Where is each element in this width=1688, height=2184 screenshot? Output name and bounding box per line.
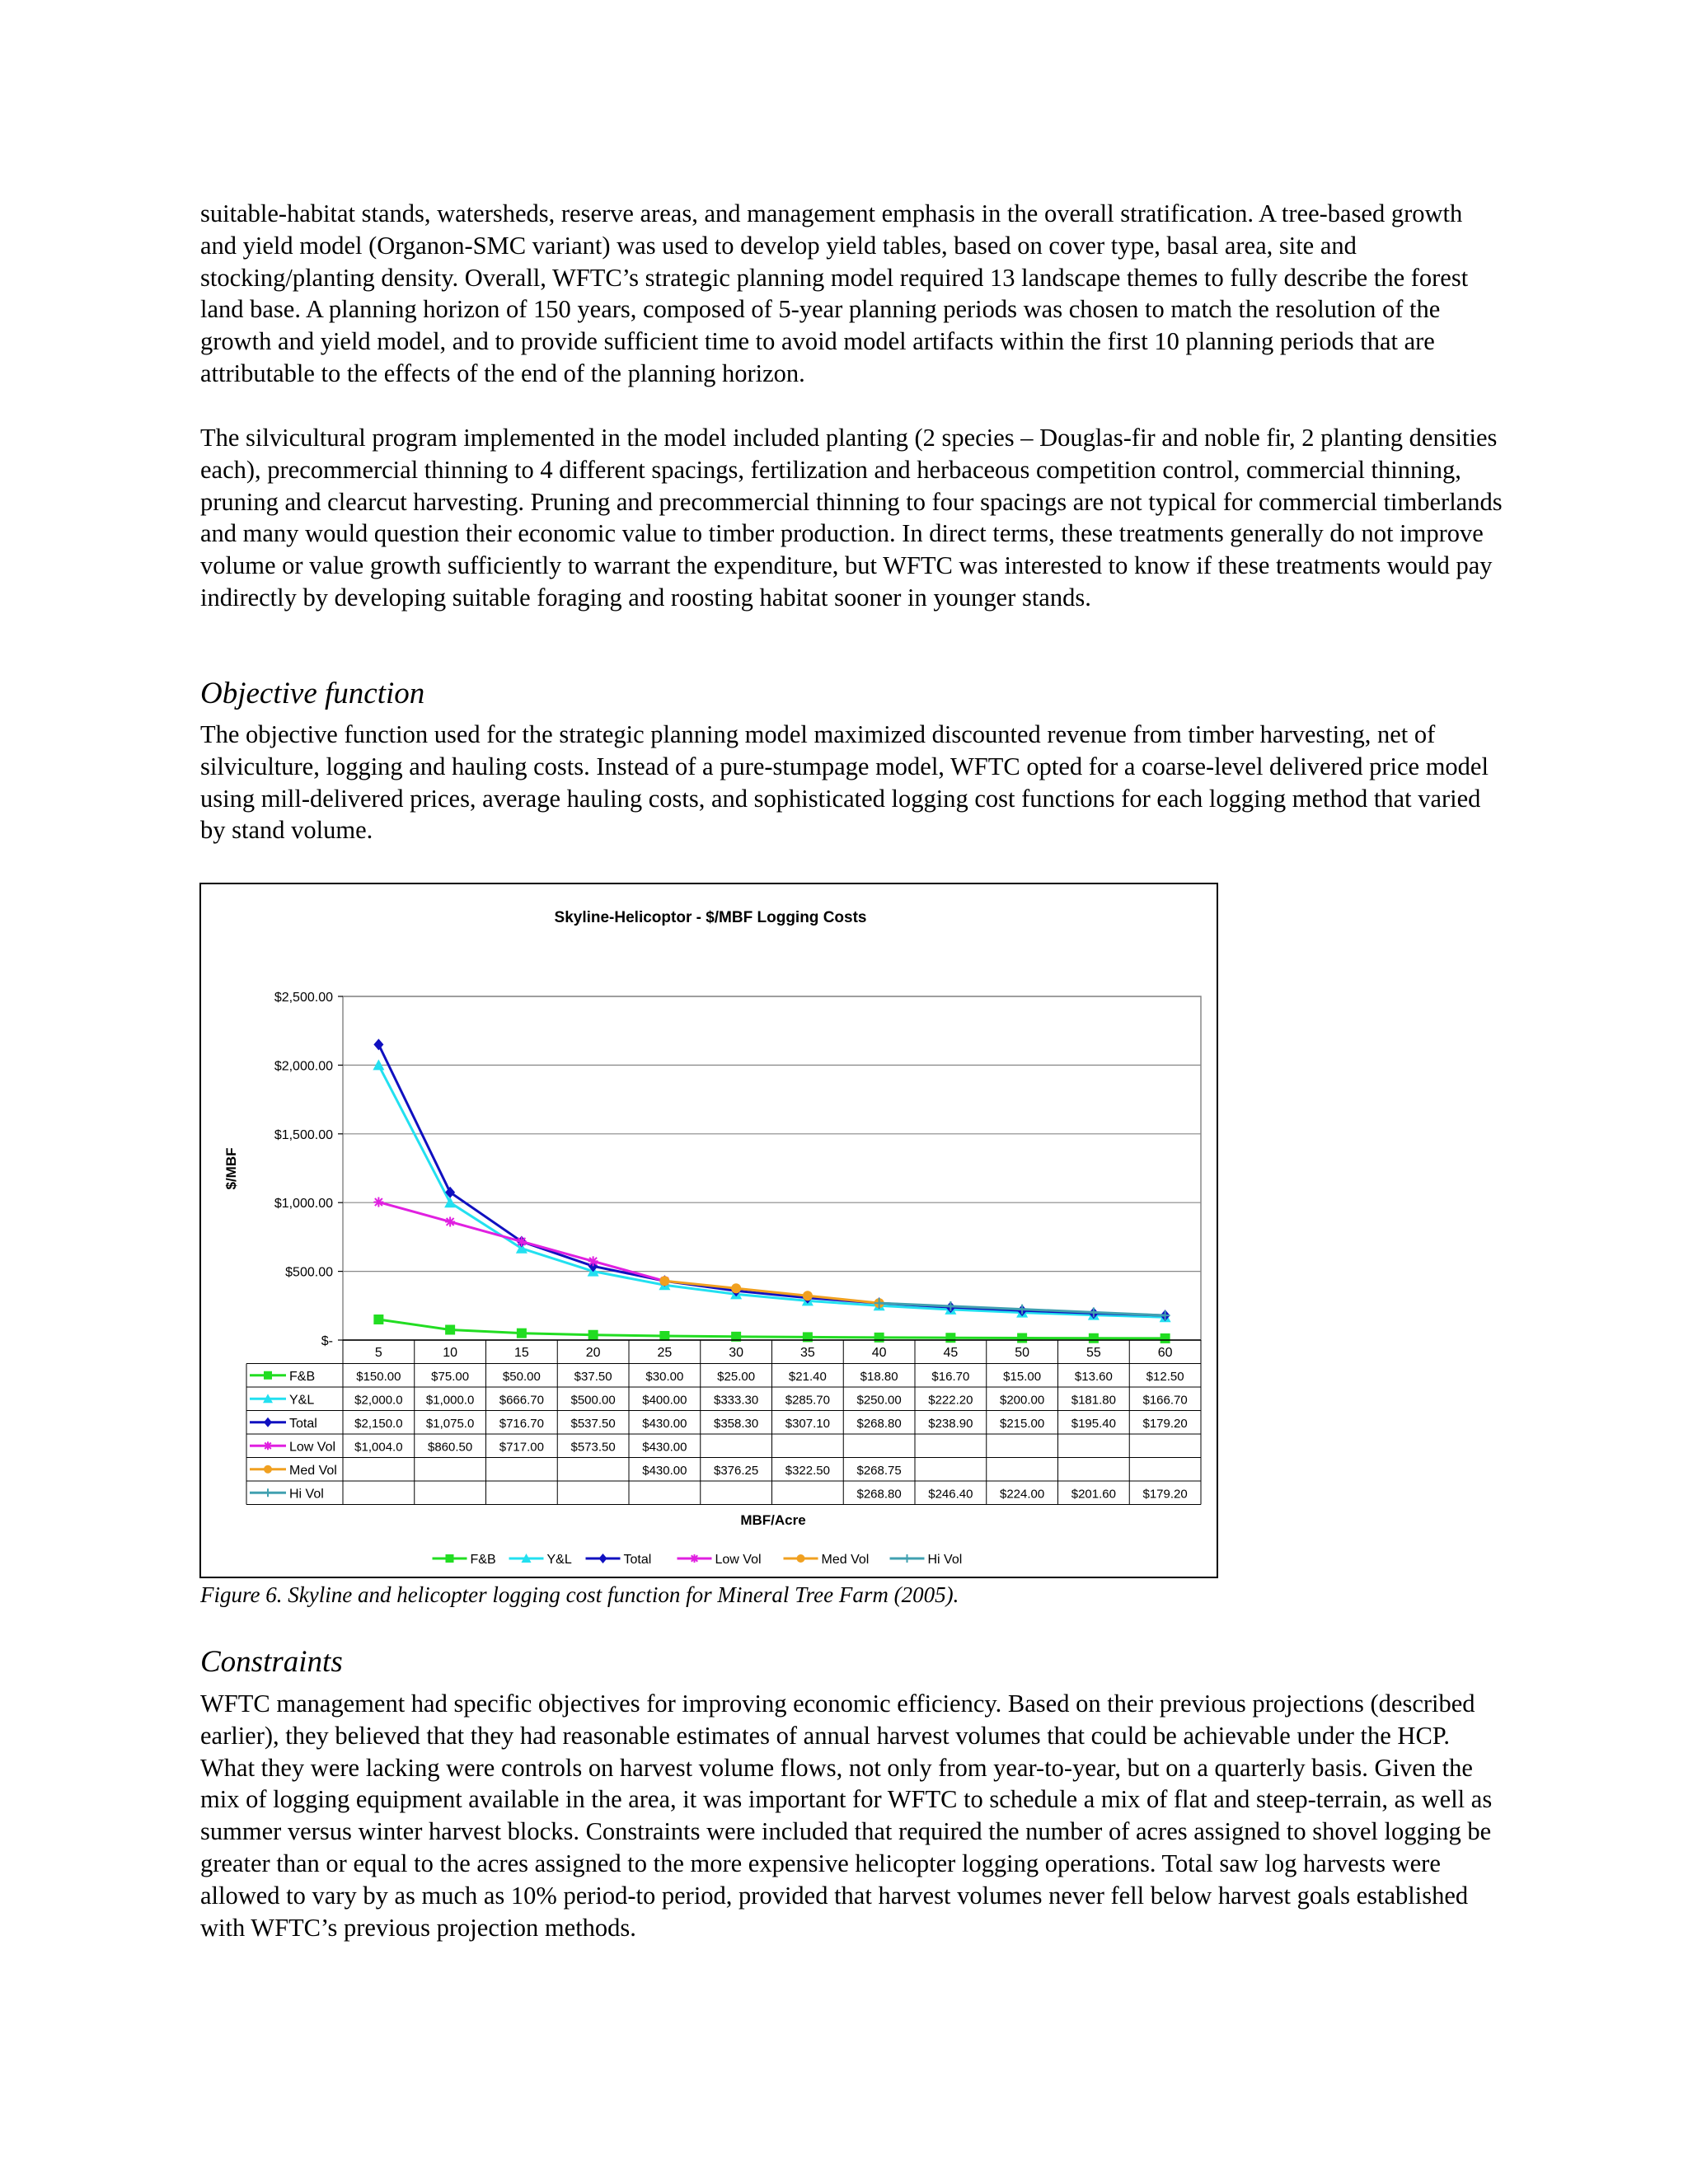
table-cell: $860.50 xyxy=(428,1440,473,1455)
data-point xyxy=(264,1418,272,1427)
legend-item xyxy=(586,1553,652,1567)
table-cell: $1,000.0 xyxy=(425,1393,475,1408)
table-cell: $179.20 xyxy=(1142,1487,1188,1502)
table-cell: $25.00 xyxy=(717,1369,756,1384)
y-tick-label: $500.00 xyxy=(285,1265,333,1280)
data-point xyxy=(373,1197,383,1207)
table-cell: $2,000.0 xyxy=(354,1393,403,1408)
table-cell: $430.00 xyxy=(642,1463,687,1478)
y-tick-label: $1,500.00 xyxy=(274,1127,333,1142)
chart-svg xyxy=(201,884,1220,1580)
table-cell: $200.00 xyxy=(1000,1393,1045,1408)
x-tick-label: 35 xyxy=(799,1346,815,1360)
data-point xyxy=(874,1333,884,1343)
table-series-label: Hi Vol xyxy=(289,1487,324,1502)
figure-caption: Figure 6. Skyline and helicopter logging cost function for Mineral Tree Farm (2005). xyxy=(200,1582,959,1607)
table-series-label: Low Vol xyxy=(289,1440,336,1455)
y-tick-label: $- xyxy=(321,1334,333,1348)
table-cell: $1,075.0 xyxy=(425,1416,475,1431)
data-point xyxy=(803,1291,813,1301)
data-point xyxy=(446,1554,454,1563)
x-tick-label: 15 xyxy=(513,1346,529,1360)
data-point xyxy=(445,1324,455,1334)
table-cell: $268.80 xyxy=(856,1416,902,1431)
x-tick-label: 50 xyxy=(1015,1346,1030,1360)
table-series-label: Total xyxy=(289,1416,317,1431)
x-tick-label: 45 xyxy=(943,1346,959,1360)
data-point xyxy=(264,1465,272,1474)
y-tick-label: $1,000.00 xyxy=(274,1197,333,1212)
legend-label: Y&L xyxy=(546,1553,572,1567)
table-cell: $573.50 xyxy=(570,1440,616,1455)
legend-item xyxy=(784,1553,870,1567)
table-cell: $222.20 xyxy=(928,1393,973,1408)
table-cell: $307.10 xyxy=(785,1416,830,1431)
x-tick-label: 10 xyxy=(443,1346,458,1360)
x-tick-label: 25 xyxy=(657,1346,673,1360)
table-cell: $716.70 xyxy=(499,1416,544,1431)
table-cell: $166.70 xyxy=(1142,1393,1188,1408)
data-point xyxy=(945,1333,955,1343)
data-point xyxy=(797,1554,805,1563)
data-point xyxy=(517,1236,527,1246)
table-cell: $13.60 xyxy=(1074,1369,1113,1384)
legend-item xyxy=(890,1553,963,1567)
table-cell: $21.40 xyxy=(788,1369,827,1384)
data-point xyxy=(691,1554,699,1563)
legend-item xyxy=(433,1553,496,1567)
table-cell: $201.60 xyxy=(1071,1487,1116,1502)
data-point xyxy=(731,1283,741,1293)
table-cell: $268.80 xyxy=(856,1487,902,1502)
x-tick-label: 20 xyxy=(585,1346,601,1360)
table-cell: $717.00 xyxy=(499,1440,544,1455)
chart-title: Skyline-Helicoptor - $/MBF Logging Costs xyxy=(554,909,867,926)
x-tick-label: 5 xyxy=(374,1346,382,1360)
data-point xyxy=(659,1331,669,1341)
table-series-label: Y&L xyxy=(289,1393,315,1408)
table-cell: $400.00 xyxy=(642,1393,687,1408)
data-point xyxy=(264,1441,272,1450)
legend-label: F&B xyxy=(470,1553,496,1567)
table-cell: $268.75 xyxy=(856,1463,902,1478)
table-cell: $16.70 xyxy=(931,1369,970,1384)
table-series-label: Med Vol xyxy=(289,1463,337,1478)
table-cell: $50.00 xyxy=(502,1369,541,1384)
data-point xyxy=(588,1330,598,1340)
table-cell: $75.00 xyxy=(431,1369,470,1384)
table-cell: $15.00 xyxy=(1003,1369,1042,1384)
legend-label: Med Vol xyxy=(821,1553,870,1567)
data-point xyxy=(1160,1333,1170,1343)
table-cell: $246.40 xyxy=(928,1487,973,1502)
x-tick-label: 30 xyxy=(729,1346,744,1360)
legend-label: Total xyxy=(623,1553,652,1567)
data-point xyxy=(517,1329,527,1338)
table-cell: $1,004.0 xyxy=(354,1440,403,1455)
x-tick-label: 40 xyxy=(871,1346,887,1360)
x-axis-label: MBF/Acre xyxy=(740,1512,806,1528)
y-axis-label: $/MBF xyxy=(223,1147,239,1190)
table-cell: $500.00 xyxy=(570,1393,616,1408)
table-cell: $150.00 xyxy=(356,1369,401,1384)
table-cell: $333.30 xyxy=(714,1393,759,1408)
y-tick-label: $2,500.00 xyxy=(274,991,333,1005)
data-point xyxy=(1017,1333,1027,1343)
x-tick-label: 60 xyxy=(1157,1346,1173,1360)
legend-label: Low Vol xyxy=(715,1553,762,1567)
figure-logging-cost-chart xyxy=(199,883,1218,1578)
table-cell: $179.20 xyxy=(1142,1416,1188,1431)
table-cell: $215.00 xyxy=(1000,1416,1045,1431)
paragraph-silvicultural-program: The silvicultural program implemented in the model included planting (2 species – Douglas-fir and noble fir, 2 planting densities each), precommercial thinning to 4 different spacings, fertilization and herbaceous competition control, commercial thinning, pruning and clearcut harvesting. Pruning and precommercial thinning to four spacings are not typical for commercial timberlands and many would question their economic value to timber production. In direct terms, these treatments generally do not improve volume or value growth sufficiently to warrant the expenditure, but WFTC was interested to know if these treatments would pay indirectly by developing suitable foraging and roosting habitat sooner in younger stands. xyxy=(200,424,1503,612)
paragraph-growth-yield: suitable-habitat stands, watersheds, reserve areas, and management emphasis in the overall stratification. A tree-based growth and yield model (Organon-SMC variant) was used to develop yield tables, based on cover type, basal area, site and stocking/planting density. Overall, WFTC’s strategic planning model required 13 landscape themes to fully describe the forest land base. A planning horizon of 150 years, composed of 5-year planning periods was chosen to match the resolution of the growth and yield model, and to provide sufficient time to avoid model artifacts within the first 10 planning periods that are attributable to the effects of the end of the planning horizon. xyxy=(200,199,1469,387)
table-cell: $181.80 xyxy=(1071,1393,1116,1408)
table-cell: $12.50 xyxy=(1146,1369,1184,1384)
chart-legend xyxy=(433,1553,963,1567)
table-cell: $285.70 xyxy=(785,1393,830,1408)
chart-data-table xyxy=(246,1340,1201,1505)
table-cell: $358.30 xyxy=(714,1416,759,1431)
data-point xyxy=(373,1315,383,1324)
table-cell: $666.70 xyxy=(499,1393,544,1408)
table-cell: $224.00 xyxy=(1000,1487,1045,1502)
legend-item xyxy=(509,1553,572,1567)
heading-objective-function: Objective function xyxy=(200,677,425,710)
table-cell: $322.50 xyxy=(785,1463,830,1478)
table-cell: $18.80 xyxy=(860,1369,898,1384)
legend-item xyxy=(678,1553,762,1567)
table-cell: $430.00 xyxy=(642,1440,687,1455)
table-cell: $376.25 xyxy=(714,1463,759,1478)
data-point xyxy=(588,1256,598,1266)
data-point xyxy=(903,1554,912,1563)
data-point xyxy=(264,1371,272,1380)
table-cell: $37.50 xyxy=(574,1369,612,1384)
table-cell: $250.00 xyxy=(856,1393,902,1408)
data-point xyxy=(445,1216,455,1226)
table-cell: $430.00 xyxy=(642,1416,687,1431)
plot-frame xyxy=(343,996,1201,1340)
table-cell: $30.00 xyxy=(645,1369,684,1384)
table-cell: $537.50 xyxy=(570,1416,616,1431)
y-tick-label: $2,000.00 xyxy=(274,1059,333,1074)
table-cell: $195.40 xyxy=(1071,1416,1116,1431)
data-point xyxy=(264,1488,272,1497)
data-point xyxy=(1089,1333,1099,1343)
legend-label: Hi Vol xyxy=(927,1553,963,1567)
paragraph-constraints: WFTC management had specific objectives for improving economic efficiency. Based on their previous projections (described earlier), they believed that they had reasonable estimates of annual harvest volumes that could be achievable under the HCP. What they were lacking were controls on harvest volume flows, not only from year-to-year, but on a quarterly basis. Given the mix of logging equipment available in the area, it was important for WFTC to schedule a mix of flat and steep-terrain, as well as summer versus winter harvest blocks. Constraints were included that required the number of acres assigned to shovel logging be greater than or equal to the acres assigned to the more expensive helicopter logging operations. Total saw log harvests were allowed to vary by as much as 10% period-to period, provided that harvest volumes never fell below harvest goals established with WFTC’s previous projection methods. xyxy=(200,1690,1493,1942)
data-point xyxy=(599,1554,607,1563)
paragraph-objective-function: The objective function used for the strategic planning model maximized discounted revenue from timber harvesting, net of silviculture, logging and hauling costs. Instead of a pure-stumpage model, WFTC opted for a coarse-level delivered price model using mill-delivered prices, average hauling costs, and sophisticated logging cost functions for each logging method that varied by stand volume. xyxy=(200,720,1489,845)
heading-constraints: Constraints xyxy=(200,1645,343,1679)
table-cell: $238.90 xyxy=(928,1416,973,1431)
table-series-label: F&B xyxy=(289,1369,316,1384)
x-tick-label: 55 xyxy=(1085,1346,1101,1360)
table-cell: $2,150.0 xyxy=(354,1416,403,1431)
data-point xyxy=(659,1276,669,1286)
